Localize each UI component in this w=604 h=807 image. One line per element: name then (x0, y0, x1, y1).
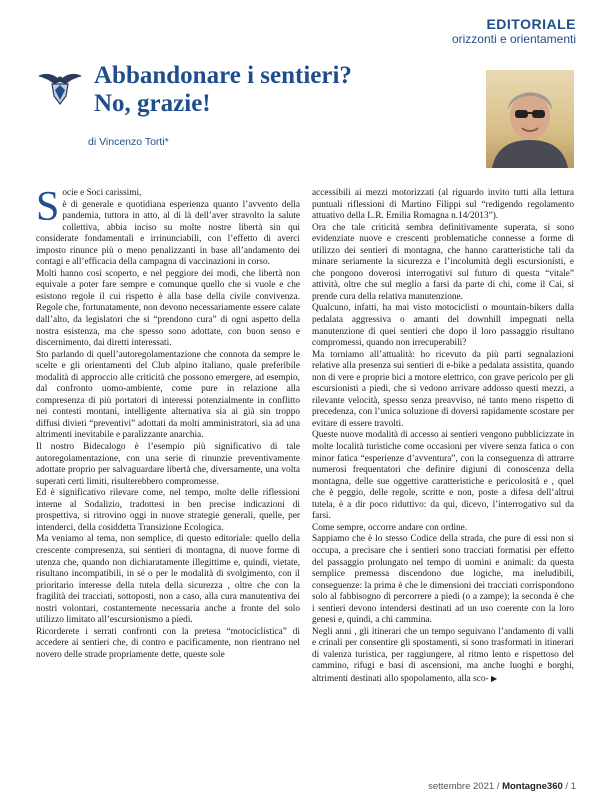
paragraph: accessibili ai mezzi motorizzati (al riguardo invito tutti alla lettura puntuali riflessioni di Martino Filippi sul “redigendo regolamento attuativo della L.R. Emilia Romagna n.14/2013”). (312, 188, 574, 222)
headline (94, 62, 414, 118)
drop-cap: S (36, 184, 60, 230)
issue-date: settembre 2021 (428, 781, 495, 792)
paragraph: Negli anni , gli itinerari che un tempo seguivano l’andamento di valli e crinali per consentire gli spostamenti, si sono trasformati in itinerari di valenza turistica, per raggiungere, al ritmo lento e rispettoso del cammino, rifugi e basi di ascensioni, ma anche luoghi e borghi, altrimenti destinati allo spopolamento, alla sco- ▶ (312, 626, 574, 684)
paragraph: Ma torniamo all’attualità: ho ricevuto da più parti segnalazioni relative alla presenza sui sentieri di e-bike a pedalata assistita, quando non di vere e proprie bici a motore elettrico, con grave pericolo per gli escursionisti a piedi, che si vedono arrivare addosso questi mezzi, a rilevante velocità, spesso senza preavviso, né tanto meno rispetto di precedenza, con l’unica soluzione di doversi rapidamente scostare per evitare di essere travolti. (312, 349, 574, 429)
paragraph: Ricorderete i serrati confronti con la pretesa “motociclistica” di accedere ai sentieri che, di contro e pacificamente, non rientrano nel novero delle strade propriamente dette, queste sole (36, 626, 300, 660)
paragraph: Qualcuno, infatti, ha mai visto motociclisti o mountain-bikers dalla pedalata aggressiva o amanti del downhill impegnati nella manutenzione di quei sentieri che dopo il loro passaggio risultano compromessi, quando non irrecuperabili? (312, 303, 574, 349)
page-footer: settembre 2021 / Montagne360 / 1 (428, 781, 576, 792)
magazine-name: Montagne360 (502, 781, 563, 792)
page-number: 1 (570, 781, 576, 792)
headline-line-1: Abbandonare i sentieri? (94, 62, 352, 89)
paragraph: Il nostro Bidecalogo è l’esempio più significativo di tale autoregolamentazione, con una serie di rinunzie preventivamente adottate proprio per salvaguardare libertà che, diversamente, una volta superati certi limiti, risulterebbero compromesse. (36, 442, 300, 487)
paragraph: Sto parlando di quell’autoregolamentazione che connota da sempre le scelte e gli orientamenti del Club alpino italiano, quale preferibile modalità di approccio alle criticità che possono emergere, ad esempio, dal confronto uomo-ambiente, come pure in relazione alla compresenza di più portatori di interessi potenzialmente in conflitto nei contesti montani, intelligente alternativa sia ai già sin troppo diffusi divieti “preventivi” adottati da molti amministratori, sia ad una altrimenti inevitabile e paralizzante anarchia. (36, 349, 300, 441)
paragraph: Ora che tale criticità sembra definitivamente superata, si sono evidenziate nuove e crescenti problematiche connesse a forme di utilizzo dei sentieri di montagna, che hanno caratteristiche tali da minare seriamente la sicurezza e l’incolumità degli escursionisti, e che pongono doverosi interrogativi sul futuro di questa “vitale” attività, oltre che sul meglio a farsi da parte di chi, come il Cai, si prende cura della relativa manutenzione. (312, 222, 574, 302)
paragraph: Ed è significativo rilevare come, nel tempo, molte delle riflessioni interne al Sodalizio, tradottesi in ben precise indicazioni di prospettiva, si ritrovino oggi in nuove strategie generali, quelle, per intenderci, della cosiddetta Transizione Ecologica. (36, 488, 300, 533)
paragraph-text: è di generale e quotidiana esperienza quanto l’avvento della pandemia, tuttora in atto, al di là dell’aver stravolto la salute collettiva, abbia inciso su molte nostre libertà sin qui considerate fondamentali e irrinunciabili, con l’effetto di averci imposto rinunce più o meno penalizzanti in base all’andamento dei contagi e all’efficacia della campagna di vaccinazioni in corso. (36, 199, 300, 268)
paragraph: Sappiamo che è lo stesso Codice della strada, che pure di essi non si occupa, a precisare che i sentieri sono tracciati formatisi per effetto del passaggio prolungato nel tempo di uomini e animali: da questa semplice premessa discendono due logiche, ma ineludibili, conseguenze: la prima è che le dimensioni dei tracciati corrispondono solo al fabbisogno di percorrere a piedi (o a zampe); la seconda è che i sentieri devono intendersi destinati ad un uso coerente con la loro genesi e, quindi, a chi cammina. (312, 534, 574, 626)
article-column-right (312, 188, 574, 686)
section-title: EDITORIALE (486, 16, 576, 32)
cai-eagle-emblem-icon (36, 66, 84, 106)
article-column-left (36, 184, 300, 661)
section-header (452, 16, 576, 46)
continue-arrow-icon: ▶ (490, 673, 498, 683)
paragraph: Socie e Soci carissimi, è di generale e quotidiana esperienza quanto l’avvento della pandemia, tuttora in atto, al di là dell’aver stravolto la salute collettiva, abbia inciso su molte nostre libertà sin qui considerate fondamentali e irrinunciabili, con l’effetto di averci imposto rinunce più o meno penalizzanti in base all’andamento dei contagi e all’efficacia della campagna di vaccinazioni in corso. (36, 184, 300, 268)
paragraph: Molti hanno così scoperto, e nel peggiore dei modi, che libertà non equivale a poter fare sempre e comunque quello che si vuole e che esistono regole il cui rispetto è alla base della civile convivenza. Regole che, fortunatamente, non devono necessariamente essere calate dall’alto, da legislatori che si “prendono cura” di ogni aspetto della nostra esistenza, ma che spesso sono adottate, con buon senso e discernimento, dai diretti interessati. (36, 268, 300, 349)
author-portrait (486, 70, 574, 168)
headline-line-2: No, grazie! (94, 90, 211, 117)
byline: di Vincenzo Torti* (88, 136, 169, 148)
paragraph: Come sempre, occorre andare con ordine. (312, 522, 468, 533)
paragraph: Ma veniamo al tema, non semplice, di questo editoriale: quello della crescente compresenza, sui sentieri di montagna, di nuove forme di utenza che, quando non dichiaratamente illegittime e, quindi, vietate, risultano incompatibili, in sé o per le modalità di svolgimento, con il prioritario interesse della tutela della sicurezza , oltre che con la fragilità dei tracciati, sottoposti, non a caso, alla cura manutentiva dei nostri volontari, costantemente necessaria anche a fronte del solo utilizzo limitato all’escursionismo a piedi. (36, 534, 300, 626)
paragraph: Queste nuove modalità di accesso ai sentieri vengono pubblicizzate in molte località turistiche come occasioni per vivere senza fatica o con minor fatica “esperienze d’avventura”, con la conseguenza di attrarre numerosi frequentatori che definire digiuni di conoscenza della montagna, delle sue oggettive caratteristiche e pericolosità e , quel che è peggio, delle regole, scritte e non, poste a difesa dell’altrui tutela, è a dir poco riduttivo: da qui, dicevo, l’interrogativo sul da farsi. (312, 430, 574, 522)
section-subtitle: orizzonti e orientamenti (451, 32, 576, 46)
